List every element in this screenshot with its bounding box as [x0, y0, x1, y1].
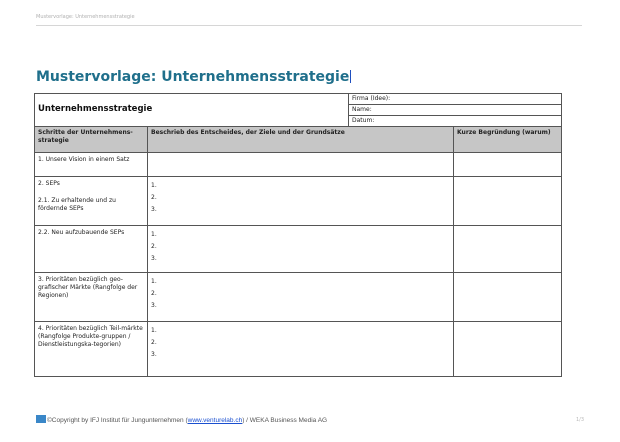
list-number: 2. — [151, 243, 157, 250]
header-steps: Schritte der Unternehmens-strategie — [35, 127, 148, 153]
footer-copyright: ©Copyright by IFJ Institut für Jungunternehmen (www.venturelab.ch) / WEKA Business Media AG — [36, 415, 327, 424]
row-seps-title: 2. SEPs — [38, 180, 60, 187]
strategy-table — [34, 93, 562, 377]
header-divider — [36, 25, 582, 26]
row-new-seps-label: 2.2. Neu aufzubauende SEPs — [35, 226, 148, 273]
row-vision-description[interactable] — [148, 153, 454, 177]
venturelab-link[interactable]: www.venturelab.ch — [187, 417, 243, 424]
field-datum[interactable]: Datum: — [349, 116, 562, 127]
row-vision-label: 1. Unsere Vision in einem Satz — [35, 153, 148, 177]
header-reason: Kurze Begründung (warum) — [454, 127, 562, 153]
page-number: 1/3 — [575, 417, 584, 423]
list-number: 1. — [151, 182, 157, 189]
row-geo-description[interactable] — [148, 273, 454, 322]
row-seps-reason[interactable] — [454, 177, 562, 226]
row-sub-description[interactable] — [148, 322, 454, 377]
list-number: 3. — [151, 206, 157, 213]
row-sub-reason[interactable] — [454, 322, 562, 377]
row-new-seps-reason[interactable] — [454, 226, 562, 273]
list-number: 3. — [151, 302, 157, 309]
row-vision-reason[interactable] — [454, 153, 562, 177]
list-number: 2. — [151, 194, 157, 201]
list-number: 1. — [151, 327, 157, 334]
weka-logo-icon — [36, 415, 46, 423]
table-doc-title: Unternehmensstrategie — [35, 94, 349, 127]
list-number: 3. — [151, 351, 157, 358]
row-seps-subtitle: 2.1. Zu erhaltende und zu fördernde SEPs — [38, 197, 116, 213]
list-number: 1. — [151, 231, 157, 238]
list-number: 2. — [151, 339, 157, 346]
field-name[interactable]: Name: — [349, 105, 562, 116]
row-geo-label: 3. Prioritäten bezüglich geo-grafischer Märkte (Rangfolge der Regionen) — [35, 273, 148, 322]
running-header: Mustervorlage: Unternehmensstrategie — [36, 14, 135, 20]
row-seps-description[interactable] — [148, 177, 454, 226]
row-geo-reason[interactable] — [454, 273, 562, 322]
list-number: 3. — [151, 255, 157, 262]
text-cursor — [350, 70, 351, 83]
row-seps-label — [35, 177, 148, 226]
page-title: Mustervorlage: Unternehmensstrategie — [36, 69, 350, 85]
field-firma[interactable]: Firma (Idee): — [349, 94, 562, 105]
list-number: 1. — [151, 278, 157, 285]
row-new-seps-description[interactable] — [148, 226, 454, 273]
list-number: 2. — [151, 290, 157, 297]
row-sub-label: 4. Prioritäten bezüglich Teil-märkte (Rangfolge Produkte-gruppen / Dienstleistungska-tegorien) — [35, 322, 148, 377]
header-description: Beschrieb des Entscheides, der Ziele und der Grundsätze — [148, 127, 454, 153]
